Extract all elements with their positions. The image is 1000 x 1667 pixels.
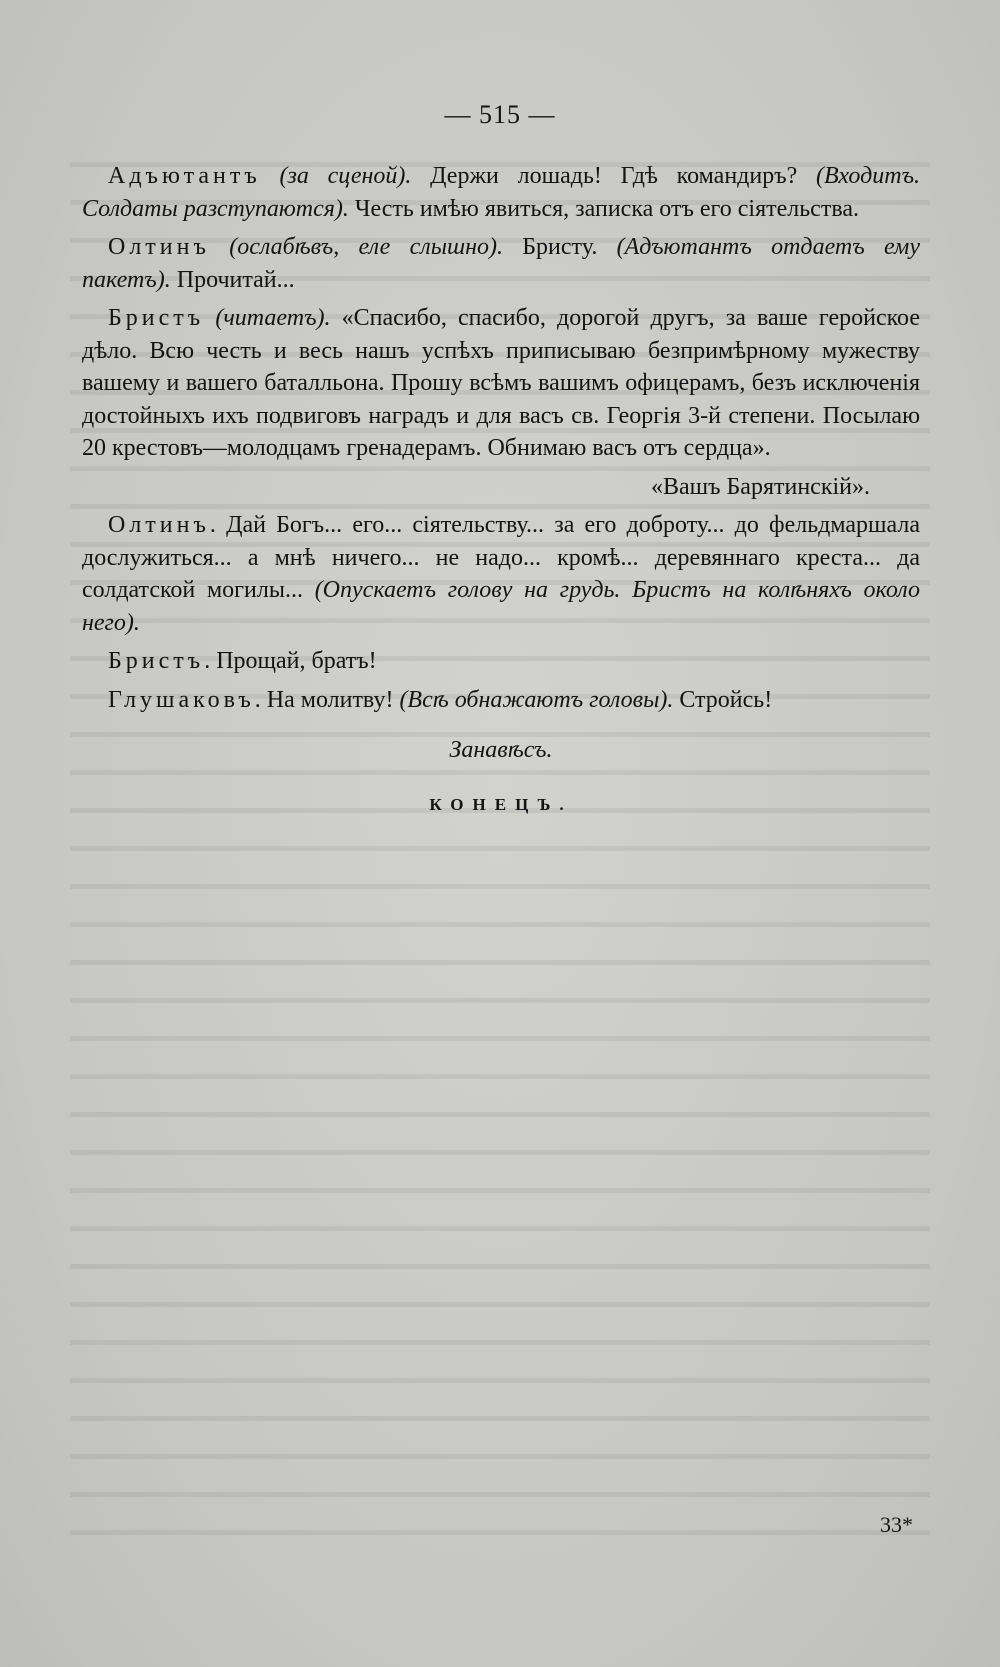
dialogue-before-signature: [82, 160, 920, 465]
dialogue-after-signature: [82, 509, 920, 716]
dialogue-paragraph: [82, 645, 920, 678]
spoken-text: Держи лошадь! Гдѣ командиръ?: [411, 163, 817, 189]
spoken-text: Стройсь!: [673, 686, 773, 713]
stage-direction: (Адъютантъ отдаетъ ему пакетъ).: [82, 234, 921, 293]
dialogue-paragraph: [82, 302, 920, 465]
spoken-text: [210, 234, 229, 260]
spoken-text: Честь имѣю явиться, записка отъ его сіятельства.: [348, 195, 859, 222]
stage-direction: (читаетъ).: [215, 305, 331, 331]
stage-direction: (Всѣ обнажаютъ головы).: [399, 686, 674, 713]
spoken-text: Бристу.: [502, 234, 617, 260]
spoken-text: . Дай Богъ... его... сіятельству... за его доброту... до фельдмаршала дослужиться... а мнѣ ничего... не надо... кромѣ... деревяннаго креста... да солдатской могилы...: [82, 512, 920, 603]
stage-direction: (за сценой).: [279, 163, 412, 189]
spoken-text: «Спасибо, спасибо, дорогой другъ, за ваше геройское дѣло. Всю честь и весь нашъ успѣхъ приписываю безпримѣрному мужеству вашему и вашего баталльона. Прошу всѣмъ вашимъ офицерамъ, безъ исключенія достойныхъ ихъ подвиговъ наградъ и для васъ св. Георгія 3-й степени. Посылаю 20 крестовъ—молодцамъ гренадерамъ. Обнимаю васъ отъ сердца».: [82, 305, 920, 461]
speaker-name: Бристъ: [108, 305, 205, 331]
stage-direction: (ослабѣвъ, еле слышно).: [229, 234, 503, 260]
speaker-name: Адъютантъ: [108, 163, 261, 189]
curtain-line: Занавѣсъ.: [449, 737, 553, 763]
printer-signature-mark: 33*: [880, 1512, 913, 1537]
spoken-text: . На молитву!: [254, 686, 400, 713]
dialogue-paragraph: [82, 160, 920, 225]
dialogue-paragraph: [82, 509, 920, 639]
spoken-text: [261, 163, 280, 189]
the-end: КОНЕЦЪ.: [429, 794, 573, 814]
stage-direction: (Входитъ. Солдаты разступаются).: [82, 163, 921, 222]
speaker-name: Бристъ: [108, 648, 205, 674]
dialogue-paragraph: [82, 684, 920, 717]
speaker-name: Глушаковъ: [108, 686, 255, 713]
spoken-text: . Прощай, братъ!: [204, 648, 377, 674]
letter-signature: «Вашъ Барятинскій».: [650, 473, 870, 500]
page-number: — 515 —: [444, 100, 556, 129]
spoken-text: [204, 305, 215, 331]
play-text: [82, 160, 920, 821]
dialogue-paragraph: [82, 231, 920, 296]
spoken-text: Прочитай...: [170, 266, 295, 293]
speaker-name: Олтинъ: [108, 512, 210, 538]
stage-direction: (Опускаетъ голову на грудь. Бристъ на колѣняхъ около него).: [82, 577, 921, 636]
speaker-name: Олтинъ: [108, 234, 210, 260]
